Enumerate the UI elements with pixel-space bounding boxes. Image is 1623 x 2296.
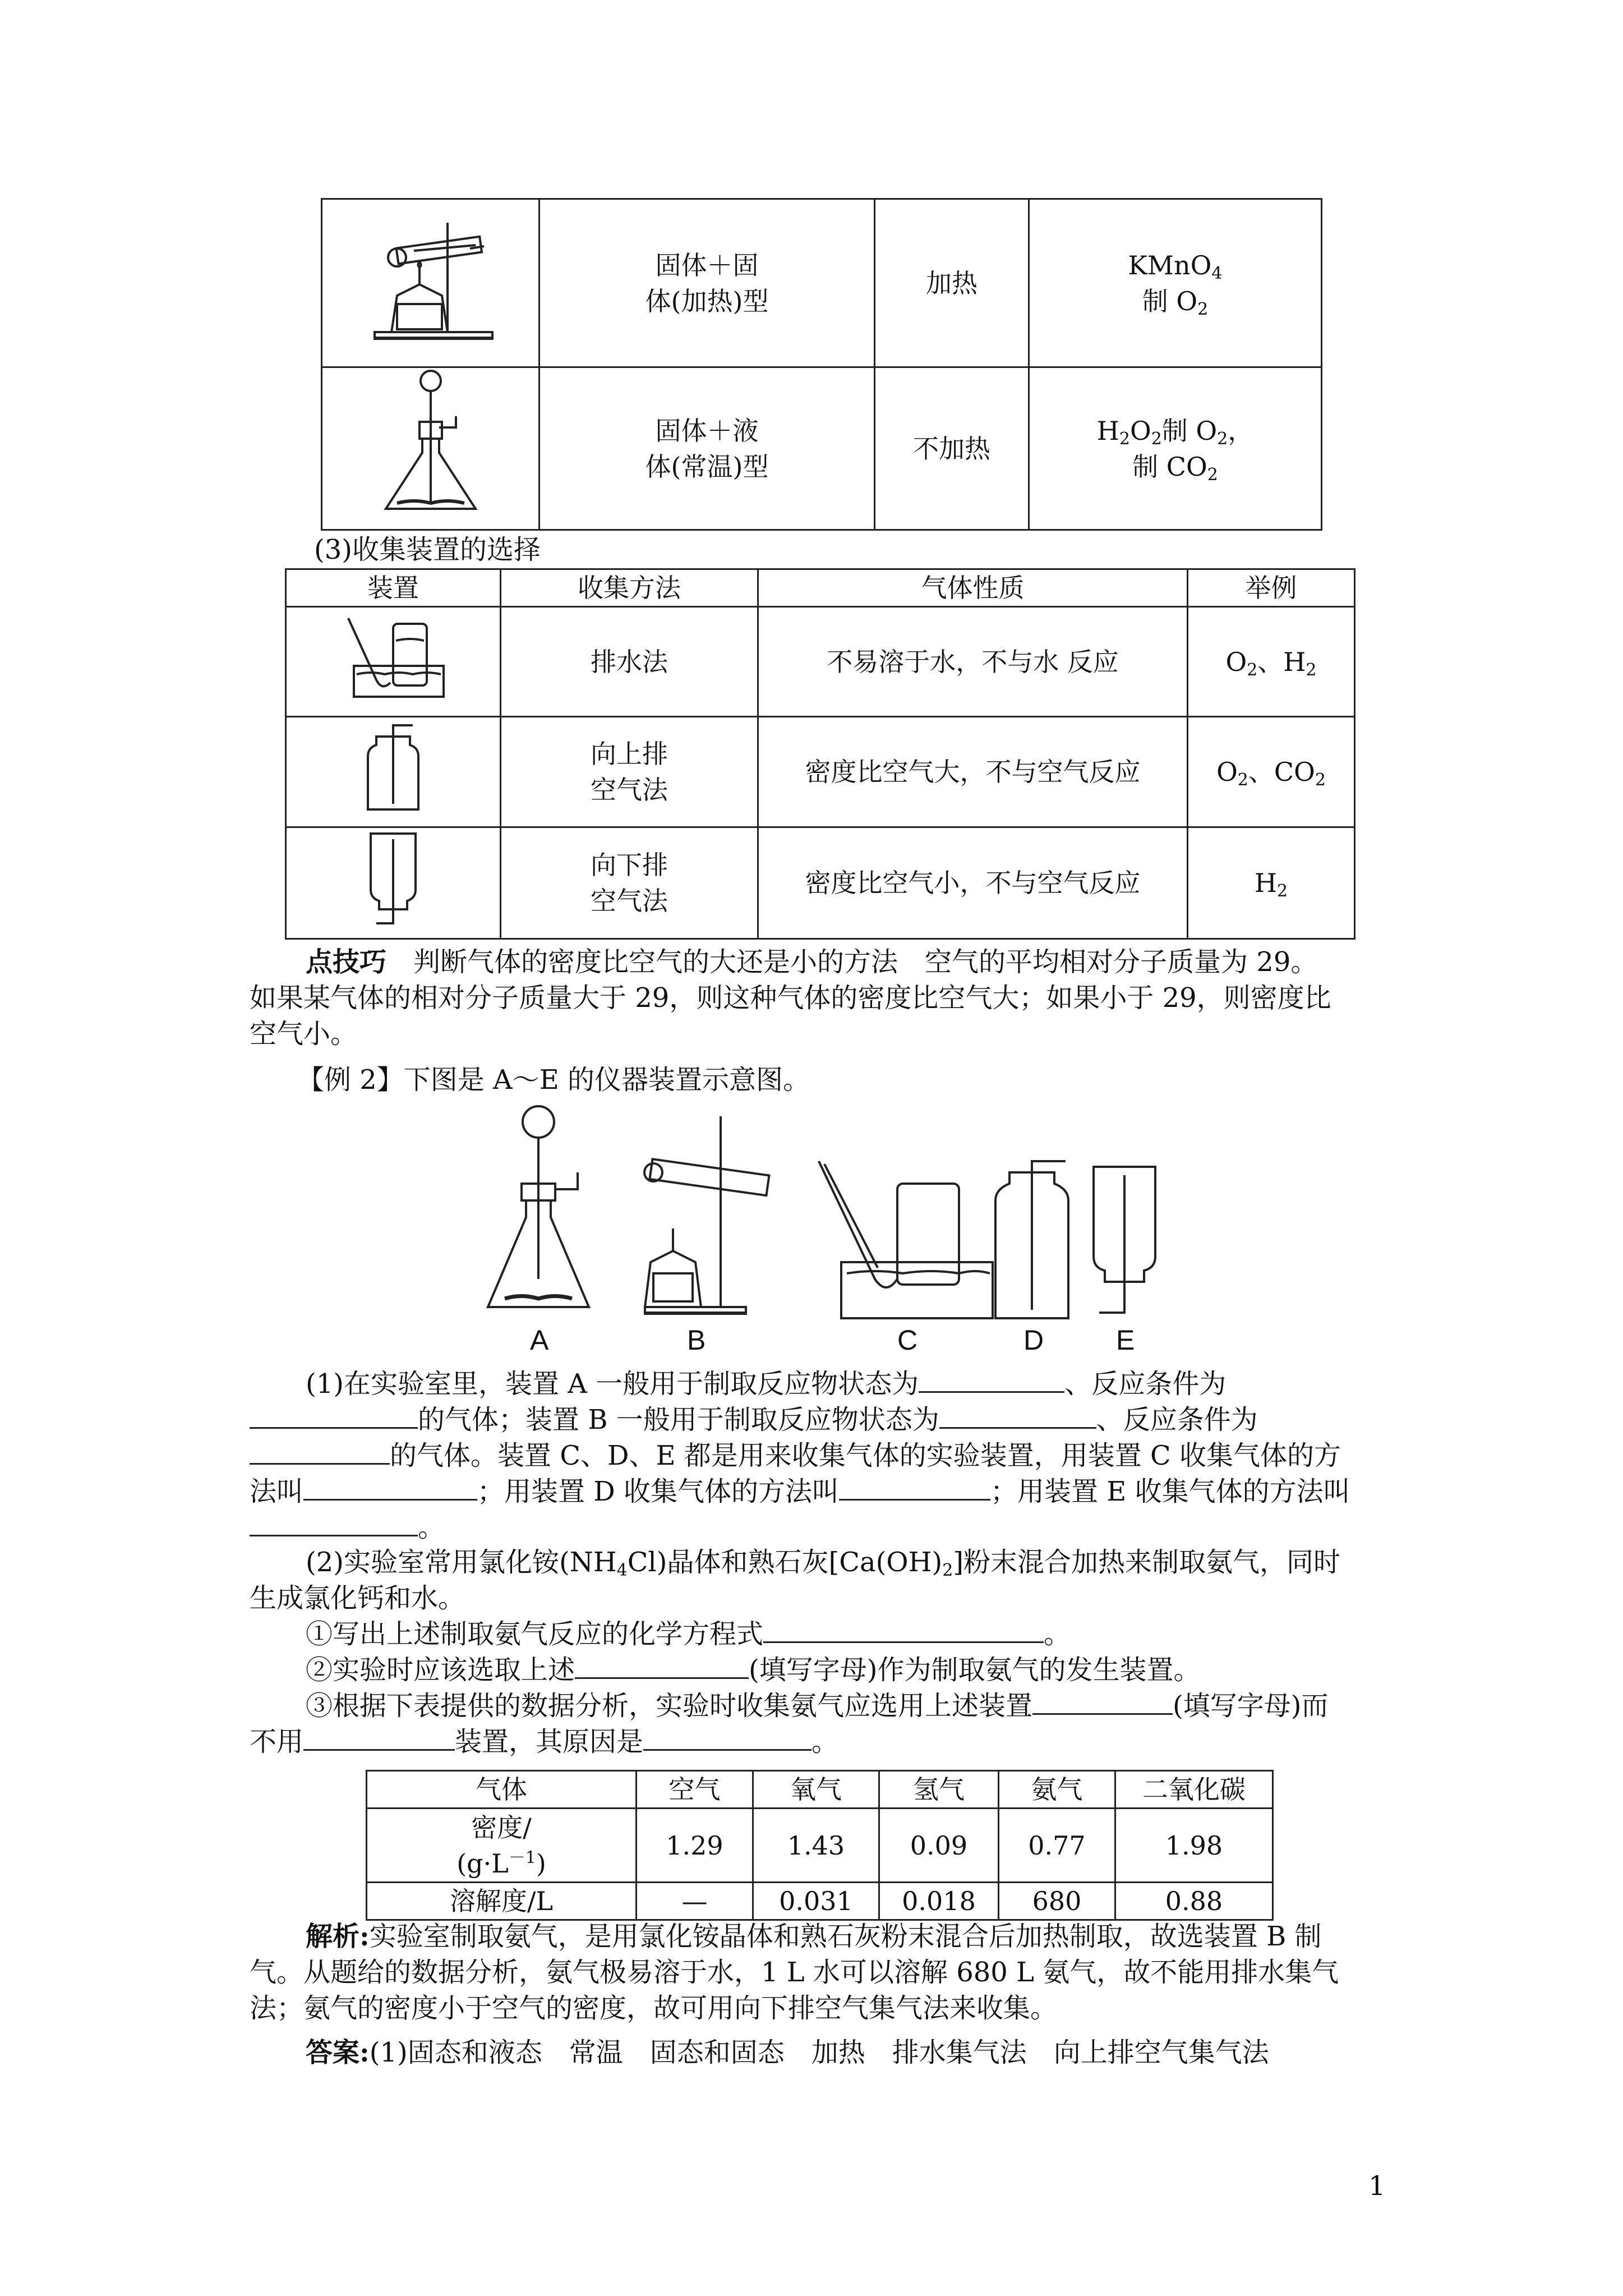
type-cell: 固体＋液 体(常温)型 xyxy=(540,367,875,530)
row-label: 溶解度/L xyxy=(367,1883,637,1920)
table-cell: 0.09 xyxy=(879,1809,999,1883)
table-cell: 0.77 xyxy=(999,1809,1115,1883)
tip-paragraph: 点技巧 判断气体的密度比空气的大还是小的方法 空气的平均相对分子质量为 29。 如果某气体的相对分子质量大于 29，则这种气体的密度比空气大；如果小于 29，则密度比 空气小。 xyxy=(250,946,1331,1050)
table-header: 氧气 xyxy=(753,1771,879,1809)
water-displacement-figure xyxy=(286,607,501,717)
answer-label: 答案: xyxy=(306,2037,370,2068)
label-c: C xyxy=(897,1324,918,1356)
table-cell: 1.98 xyxy=(1115,1809,1273,1883)
table-cell: 680 xyxy=(999,1883,1115,1920)
example-cell: $H_2O_2$制 $O_2$， 制 $CO_2$ xyxy=(1029,367,1322,530)
table-header: 装置 xyxy=(286,569,501,607)
question-1: (1)在实验室里，装置 A 一般用于制取反应物状态为 、反应条件为 的气体；装置 B 一般用于制取反应物状态为 、反应条件为 的气体。装置 C、D、E 都是用来收集气体的实验装置，用装置 C 收集气体的方 法叫 ；用装置 D 收集气体的方法叫 ；用装置 E 收集气体的方法叫 。 xyxy=(250,1366,1382,1545)
label-e: E xyxy=(1116,1324,1135,1356)
apparatus-set-icon xyxy=(482,1099,1200,1324)
answer-paragraph: 答案:(1)固态和液态 常温 固态和固态 加热 排水集气法 向上排空气集气法 xyxy=(306,2037,1269,2068)
example-cell: KMnO$_4$ 制 $O_2$ xyxy=(1029,199,1322,367)
table-header: 举例 xyxy=(1188,569,1355,607)
heating-apparatus-icon xyxy=(363,211,498,346)
answer-blank[interactable] xyxy=(839,1474,990,1501)
analysis-paragraph: 解析:实验室制取氨气，是用氯化铵晶体和熟石灰粉末混合后加热制取，故选装置 B 制 气。从题给的数据分析，氨气极易溶于水，1 L 水可以溶解 680 L 氨气，故不能用排水集气 法；氨气的密度小于空气的密度，故可用向下排空气集气法来收集。 xyxy=(250,1921,1339,2024)
page-number: 1 xyxy=(1368,2170,1386,2202)
answer-blank[interactable] xyxy=(643,1724,811,1751)
analysis-label: 解析: xyxy=(306,1921,370,1952)
type-cell: 固体＋固 体(加热)型 xyxy=(540,199,875,367)
answer-blank[interactable] xyxy=(250,1510,418,1536)
answer-blank[interactable] xyxy=(1032,1688,1173,1715)
water-trough-icon xyxy=(337,613,449,702)
table-cell: 1.43 xyxy=(753,1809,879,1883)
apparatus-type-table xyxy=(321,198,1322,531)
table-header: 氢气 xyxy=(879,1771,999,1809)
example-cell: $O_2$、$CO_2$ xyxy=(1188,717,1355,827)
example-heading: 【例 2】下图是 A～E 的仪器装置示意图。 xyxy=(297,1064,810,1096)
gas-bottle-down-icon xyxy=(359,828,427,929)
method-cell: 向上排 空气法 xyxy=(501,717,758,827)
table-cell: 0.88 xyxy=(1115,1883,1273,1920)
conical-flask-funnel-icon xyxy=(375,369,487,520)
collection-method-table xyxy=(285,568,1355,940)
answer-blank[interactable] xyxy=(303,1474,477,1501)
example-cell: $H_2$ xyxy=(1188,827,1355,939)
table-cell: 0.018 xyxy=(879,1883,999,1920)
question-2: (2)实验室常用氯化铵$(NH_4Cl)$晶体和熟石灰$[Ca(OH)_2]$粉末混合加热来制取氨气，同时 生成氯化钙和水。 ①写出上述制取氨气反应的化学方程式 。 ②实验时应该选取上述 (填写字母)作为制取氨气的发生装置。 ③根据下表提供的数据分析，实验时收集氨气应选用上述装置 (填写字母)而 不用 装置，其原因是 。 xyxy=(250,1547,1341,1757)
gas-data-table xyxy=(366,1770,1274,1921)
table-header: 二氧化碳 xyxy=(1115,1771,1273,1809)
row-label: 密度/ $(g\cdot L^{-1})$ xyxy=(367,1809,637,1883)
answer-blank[interactable] xyxy=(303,1724,455,1751)
property-cell: 不易溶于水，不与水 反应 xyxy=(758,607,1188,717)
answer-blank[interactable] xyxy=(919,1366,1064,1393)
label-b: B xyxy=(687,1324,706,1356)
section-title: (3)收集装置的选择 xyxy=(314,534,541,565)
condition-cell: 加热 xyxy=(875,199,1029,367)
downward-air-displacement-figure xyxy=(286,827,501,939)
property-cell: 密度比空气小，不与空气反应 xyxy=(758,827,1188,939)
solid-liquid-apparatus-figure xyxy=(322,367,540,530)
table-cell: 1.29 xyxy=(637,1809,753,1883)
condition-cell: 不加热 xyxy=(875,367,1029,530)
property-cell: 密度比空气大，不与空气反应 xyxy=(758,717,1188,827)
method-cell: 排水法 xyxy=(501,607,758,717)
method-cell: 向下排 空气法 xyxy=(501,827,758,939)
apparatus-figure-a-to-e xyxy=(482,1099,1200,1358)
answer-blank[interactable] xyxy=(763,1617,1044,1643)
table-header: 气体性质 xyxy=(758,569,1188,607)
answer-blank[interactable] xyxy=(939,1402,1096,1429)
upward-air-displacement-figure xyxy=(286,717,501,827)
table-header: 空气 xyxy=(637,1771,753,1809)
answer-blank[interactable] xyxy=(250,1402,418,1429)
gas-bottle-up-icon xyxy=(359,720,427,815)
solid-solid-heating-apparatus-figure xyxy=(322,199,540,367)
label-a: A xyxy=(530,1324,549,1356)
table-header: 氨气 xyxy=(999,1771,1115,1809)
table-cell: — xyxy=(637,1883,753,1920)
label-d: D xyxy=(1023,1324,1044,1356)
answer-blank[interactable] xyxy=(250,1438,390,1465)
answer-blank[interactable] xyxy=(575,1653,749,1679)
table-header: 收集方法 xyxy=(501,569,758,607)
table-cell: 0.031 xyxy=(753,1883,879,1920)
example-cell: $O_2$、$H_2$ xyxy=(1188,607,1355,717)
table-header: 气体 xyxy=(367,1771,637,1809)
tip-label: 点技巧 xyxy=(306,946,387,978)
